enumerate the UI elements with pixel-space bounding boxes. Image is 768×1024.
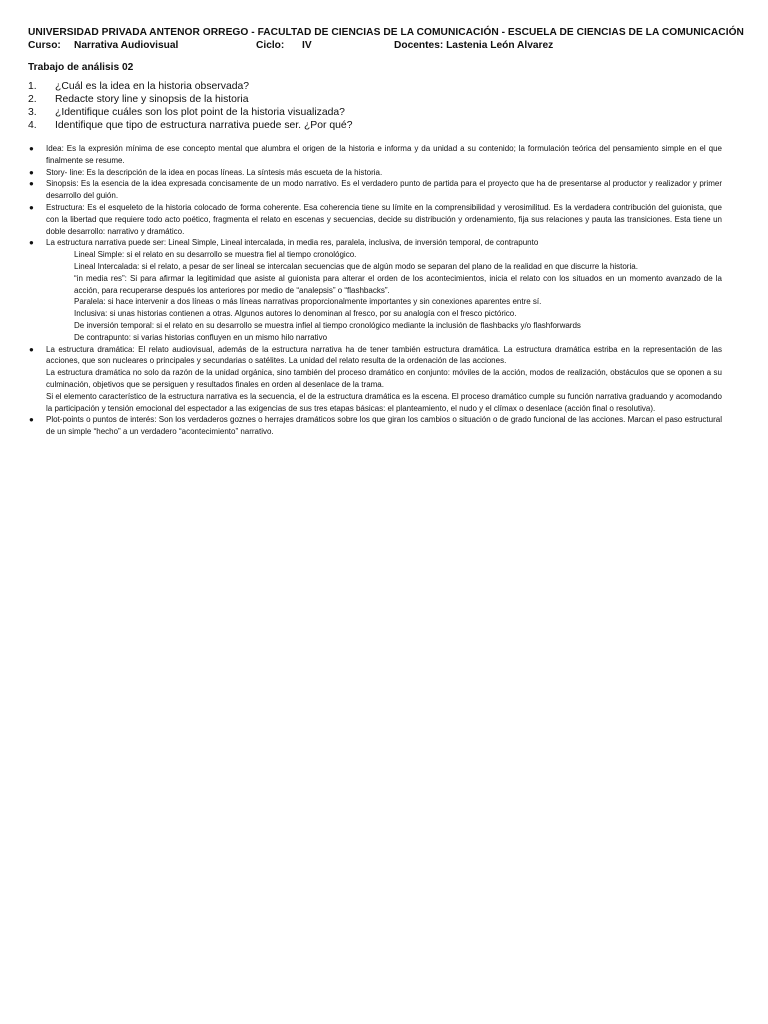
definition-text: Si el elemento característico de la estructura narrativa es la secuencia, el de la estructura dramática es la escena. El proceso dramático cumple su función narrativa graduando y acomodando la participación y tensión emocional del espectador a las exigencias de sus tres etapas básicas: el planteamiento, el nudo y el clímax o desenlace (acción final o resolutiva). — [46, 391, 722, 413]
course-info-row — [28, 39, 722, 52]
bullet-icon: ● — [29, 202, 34, 212]
question-text: ¿Identifique cuáles son los plot point de la historia visualizada? — [55, 107, 345, 118]
ciclo-value: IV — [302, 40, 312, 51]
question-number: 2. — [28, 94, 37, 105]
question-item — [28, 119, 722, 132]
definition-text: Story- line: Es la descripción de la idea en pocas líneas. La síntesis más escueta de la historia. — [46, 167, 383, 177]
narrative-type-lineal-simple: Lineal Simple: si el relato en su desarrollo se muestra fiel al tiempo cronológico. — [74, 250, 357, 260]
narrative-type-contrapunto: De contrapunto: si varias historias confluyen en un mismo hilo narrativo — [74, 332, 328, 342]
definitions-list — [28, 143, 722, 438]
bullet-icon: ● — [29, 415, 34, 425]
definition-idea — [28, 143, 722, 167]
questions-list — [28, 80, 722, 132]
ciclo-label: Ciclo: — [256, 40, 285, 51]
definition-text: Sinopsis: Es la esencia de la idea expresada concisamente de un modo narrativo. Es el verdadero punto de partida para el proyecto que ha de presentarse al productor y realizador y primer desarrollo del guión. — [46, 179, 722, 201]
question-number: 3. — [28, 107, 37, 118]
question-item — [28, 106, 722, 119]
definition-storyline — [28, 167, 722, 179]
university-header: UNIVERSIDAD PRIVADA ANTENOR ORREGO - FACULTAD DE CIENCIAS DE LA COMUNICACIÓN - ESCUELA DE CIENCIAS DE LA COMUNICACIÓN — [28, 27, 744, 38]
curso-value: Narrativa Audiovisual — [74, 40, 179, 51]
question-text: Redacte story line y sinopsis de la historia — [55, 94, 249, 105]
definition-text: La estructura dramática no solo da razón de la unidad orgánica, sino también del proceso dramático en conjunto: móviles de la acción, modos de realización, obstáculos que se oponen a su culminación, objetivos que se persiguen y resultados finales en orden al desenlace de la trama. — [46, 368, 722, 389]
bullet-icon: ● — [29, 144, 34, 153]
definition-estructura — [28, 202, 722, 237]
question-text: Identifique que tipo de estructura narrativa puede ser. ¿Por qué? — [55, 120, 353, 131]
bullet-icon: ● — [29, 167, 34, 177]
definition-text: Idea: Es la expresión mínima de ese concepto mental que alumbra el origen de la historia e informa y da unidad a su contenido; la formulación teórica del pensamiento simple en el que finalmente se resume. — [46, 144, 722, 165]
narrative-type-in-media-res: “in media res”: Si para afirmar la legitimidad que asiste al guionista para alterar el orden de los acontecimientos, inicia el relato con los situados en un momento avanzado de la acción, para recuperarse después los anteriores por medio de “analepsis” o “flashbacks”. — [74, 273, 722, 295]
bullet-icon: ● — [29, 179, 34, 189]
docentes: Docentes: Lastenia León Alvarez — [394, 40, 554, 51]
definition-sinopsis — [28, 178, 722, 202]
question-item — [28, 93, 722, 106]
definition-text: La estructura narrativa puede ser: Lineal Simple, Lineal intercalada, in media res, paralela, inclusiva, de inversión temporal, de contrapunto — [46, 238, 539, 248]
definition-narrativa — [28, 237, 722, 343]
definition-plotpoints — [28, 414, 722, 438]
narrative-type-paralela: Paralela: si hace intervenir a dos líneas o más líneas narrativas proporcionalmente importantes y sin conexiones aparentes entre sí. — [74, 297, 542, 307]
definition-text: Plot-points o puntos de interés: Son los verdaderos goznes o herrajes dramáticos sobre los que giran los cambios o situación o de grado funcional de las acciones. Marcan el paso estructural de un simple “hecho” a un verdadero “acontecimiento” narrativo. — [46, 415, 722, 437]
narrative-type-lineal-intercalada: Lineal Intercalada: si el relato, a pesar de ser lineal se intercalan secuencias que de algún modo se separan del plano de la realidad en que discurre la historia. — [74, 261, 638, 271]
question-number: 1. — [28, 81, 37, 92]
curso-label: Curso: — [28, 40, 61, 51]
definition-text: La estructura dramática: El relato audiovisual, además de la estructura narrativa ha de tener también estructura dramática. La estructura dramática estriba en la representación de las acciones, que son nucleares o principales y secundarias o satélites. La unidad del relato resulta de la ordenación de las acciones. — [46, 344, 722, 366]
work-title: Trabajo de análisis 02 — [28, 62, 134, 73]
bullet-icon: ● — [29, 344, 34, 354]
definition-dramatica — [28, 344, 722, 415]
narrative-type-inclusiva: Inclusiva: si unas historias contienen a otras. Algunos autores lo denominan al fresco, por su analogía con el fresco pictórico. — [74, 309, 517, 319]
definition-text: Estructura: Es el esqueleto de la historia colocado de forma coherente. Esa coherencia tiene su límite en la comprensibilidad y verosimilitud. Es la verdadera contribución del guionista, que con la libertad que requiere todo acto poético, fragmenta el relato en escenas y secuencias, decide su distribución y ordenamiento, fija sus relaciones y pauta las transiciones. Esta tiene un doble desarrollo: narrativo y dramático. — [46, 202, 722, 236]
question-item — [28, 80, 722, 93]
bullet-icon: ● — [29, 238, 34, 248]
question-text: ¿Cuál es la idea en la historia observada? — [55, 81, 250, 92]
narrative-type-inversion-temporal: De inversión temporal: si el relato en su desarrollo se muestra infiel al tiempo cronológico mediante la inclusión de flashbacks y/o flashforwards — [74, 320, 581, 330]
question-number: 4. — [28, 120, 37, 131]
